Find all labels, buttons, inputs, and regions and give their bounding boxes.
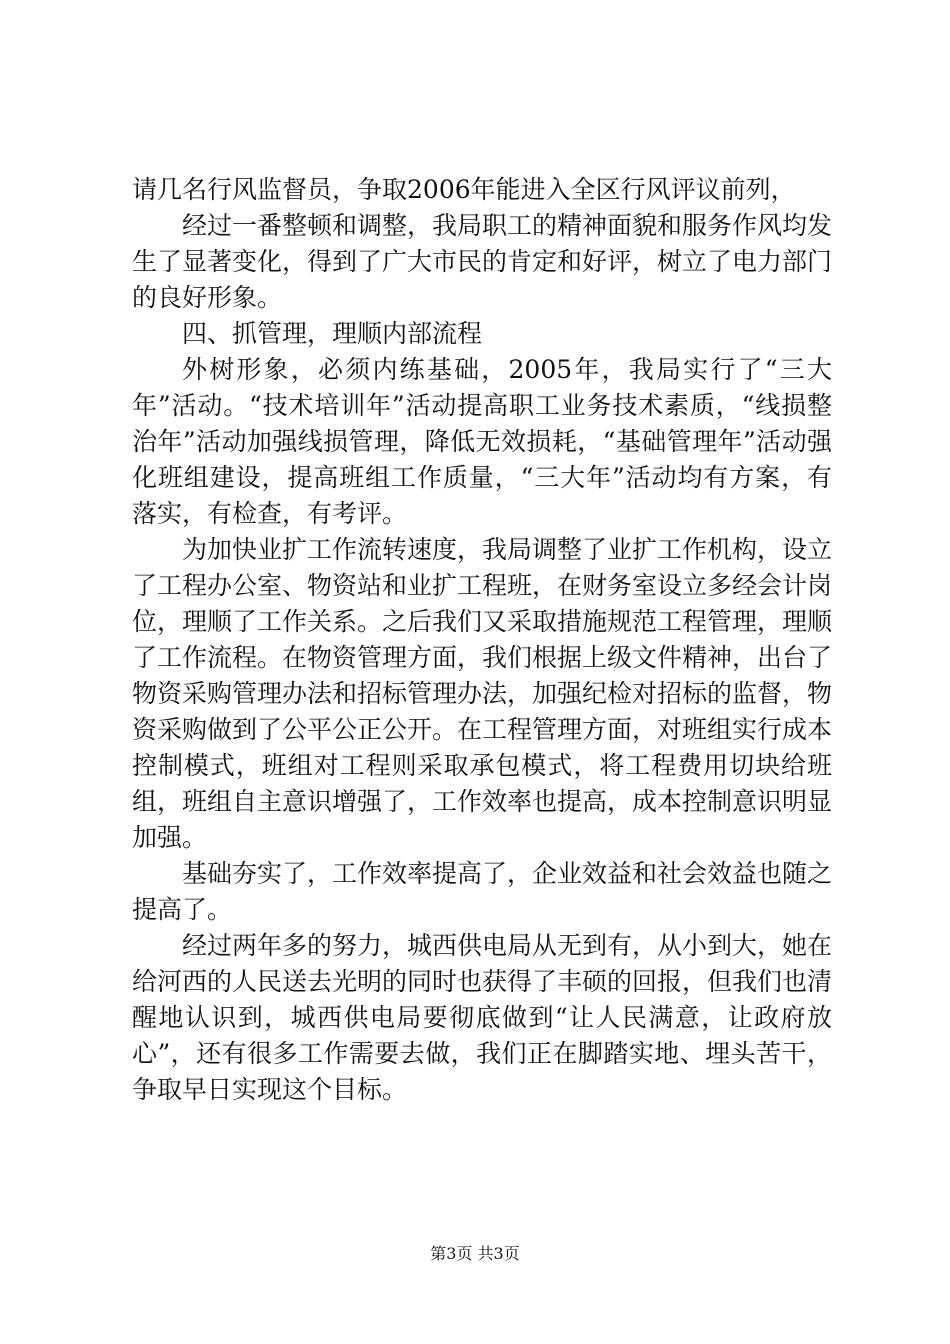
paragraph-2: 经过一番整顿和调整，我局职工的精神面貌和服务作风均发生了显著变化，得到了广大市民的肯定和好评，树立了电力部门的良好形象。 [132,211,833,312]
paragraph-4: 外树形象，必须内练基础，2005年，我局实行了“三大年”活动。“技术培训年”活动提高职工业务技术素质，“线损整治年”活动加强线损管理，降低无效损耗，“基础管理年”活动强化班组建设，提高班组工作质量，“三大年”活动均有方案，有落实，有检查，有考评。 [132,355,832,528]
section-heading: 四、抓管理，理顺内部流程 [182,319,483,348]
page-number-footer: 第3页 共3页 [430,1244,520,1263]
paragraph-6: 基础夯实了，工作效率提高了，企业效益和社会效益也随之提高了。 [132,859,833,924]
document-body [132,172,832,1108]
paragraph-5: 为加快业扩工作流转速度，我局调整了业扩工作机构，设立了工程办公室、物资站和业扩工程班，在财务室设立多经会计岗位，理顺了工作关系。之后我们又采取措施规范工程管理，理顺了工作流程。在物资管理方面，我们根据上级文件精神，出台了物资采购管理办法和招标管理办法，加强纪检对招标的监督，物资采购做到了公平公正公开。在工程管理方面，对班组实行成本控制模式，班组对工程则采取承包模式，将工程费用切块给班组，班组自主意识增强了，工作效率也提高，成本控制意识明显加强。 [132,535,833,852]
paragraph-7: 经过两年多的努力，城西供电局从无到有，从小到大，她在给河西的人民送去光明的同时也获得了丰硕的回报，但我们也清醒地认识到，城西供电局要彻底做到“让人民满意，让政府放心”，还有很多工作需要去做，我们正在脚踏实地、埋头苦干，争取早日实现这个目标。 [132,931,833,1104]
paragraph-1: 请几名行风监督员，争取2006年能进入全区行风评议前列， [132,175,796,204]
